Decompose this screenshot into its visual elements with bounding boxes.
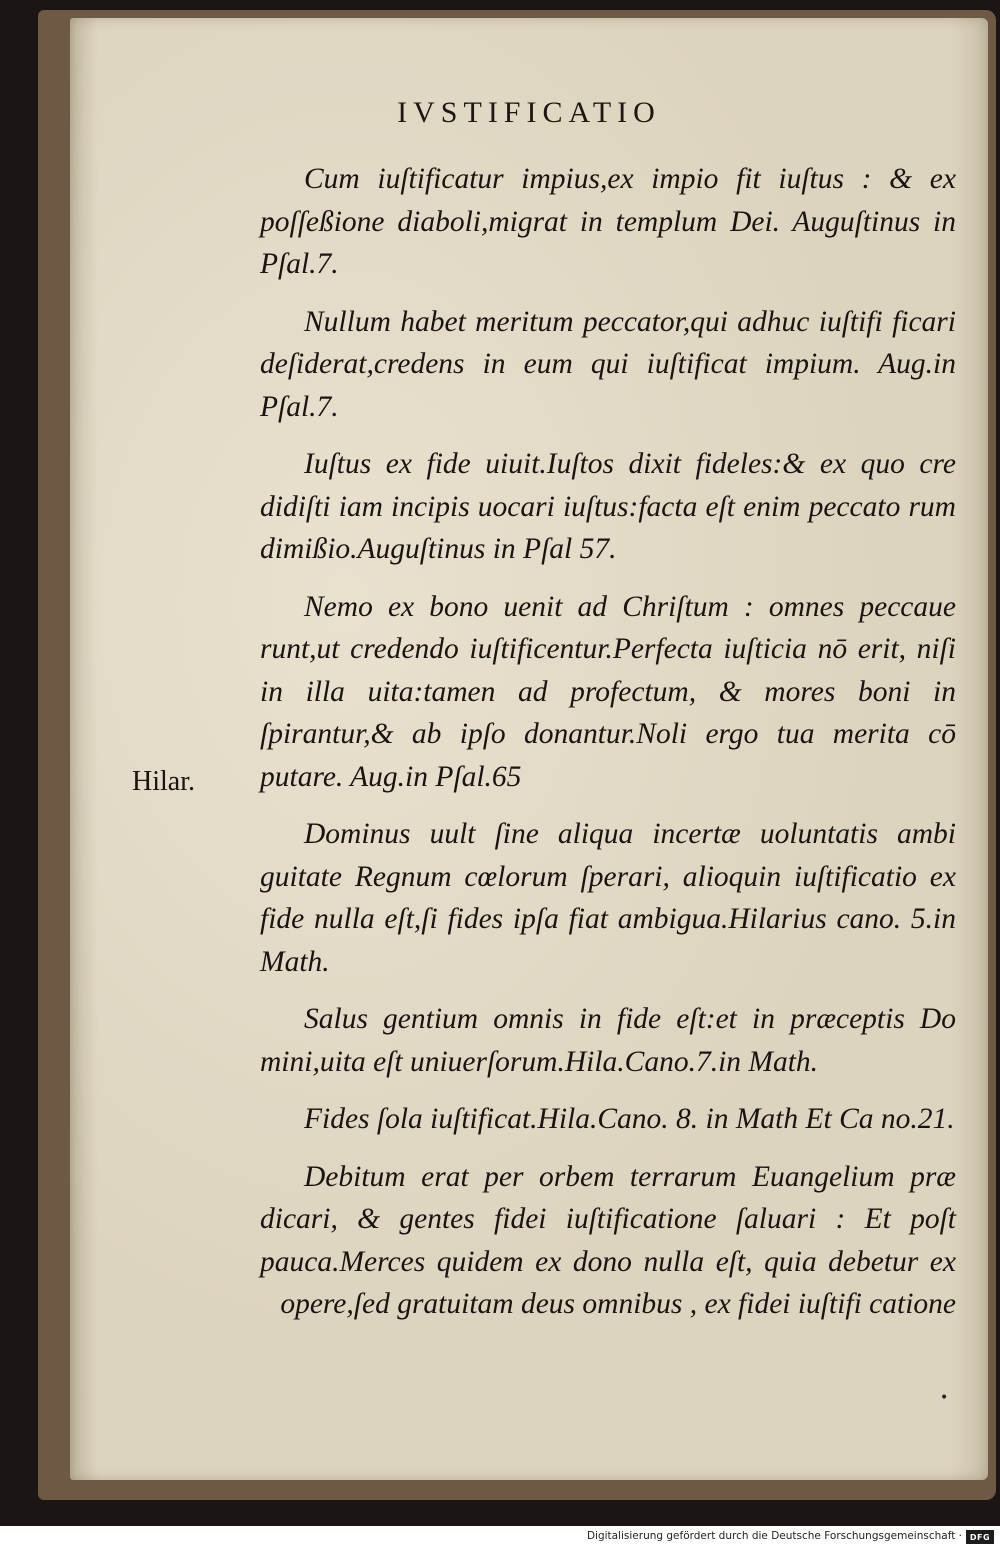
dot-ornament-icon: • [940, 1390, 949, 1406]
running-head: IVSTIFICATIO [397, 96, 661, 129]
paragraph: Nullum habet meritum peccator,qui adhuc iuſtifi ficari deſiderat,credens in eum qui iuſtificat impium. Aug.in Pſal.7. [260, 305, 956, 423]
book-page [70, 18, 988, 1480]
dfg-logo-icon [966, 1530, 994, 1544]
paragraph: Dominus uult ſine aliqua incertæ uoluntatis ambi guitate Regnum cœlorum ſperari, alioquin iuſtificatio ex fide nulla eſt,ſi fides ipſa fiat ambigua.Hilarius cano. 5.in Math. [260, 818, 956, 978]
paragraph: Nemo ex bono uenit ad Chriſtum : omnes peccaue runt,ut credendo iuſtificentur.Perfecta iuſticia nō erit, niſi in illa uita:tamen ad profectum, & mores boni in ſpirantur,& ab ipſo donantur.Noli ergo tua merita cō putare. Aug.in Pſal.65 [260, 590, 956, 793]
paragraph: Cum iuſtificatur impius,ex impio fit iuſtus : & ex poſſeßione diaboli,migrat in templum Dei. Auguſtinus in Pſal.7. [260, 163, 956, 280]
margin-note: Hilar. [132, 766, 195, 797]
paragraph: Salus gentium omnis in fide eſt:et in præceptis Do mini,uita eſt uniuerſorum.Hila.Cano.7.in Math. [260, 1003, 956, 1078]
footer-credit: Digitalisierung gefördert durch die Deutsche Forschungsgemeinschaft · [586, 1530, 962, 1542]
paragraph: Iuſtus ex fide uiuit.Iuſtos dixit fideles:& ex quo cre didiſti iam incipis uocari iuſtus:facta eſt enim peccato rum dimißio.Auguſtinus in Pſal 57. [260, 448, 956, 565]
paragraph: Fides ſola iuſtificat.Hila.Cano. 8. in Math Et Ca no.21. [304, 1103, 955, 1135]
footer-bar [0, 1526, 1000, 1548]
text-block [260, 158, 956, 1341]
dfg-logo-text: DFG [969, 1532, 991, 1542]
paragraph: Debitum erat per orbem terrarum Euangelium præ dicari, & gentes fidei iuſtificatione ſaluari : Et poſt pauca.Merces quidem ex dono nulla eſt, quia debetur ex opere,ſed gratuitam deus omnibus , ex fidei iuſtifi catione [260, 1160, 956, 1320]
